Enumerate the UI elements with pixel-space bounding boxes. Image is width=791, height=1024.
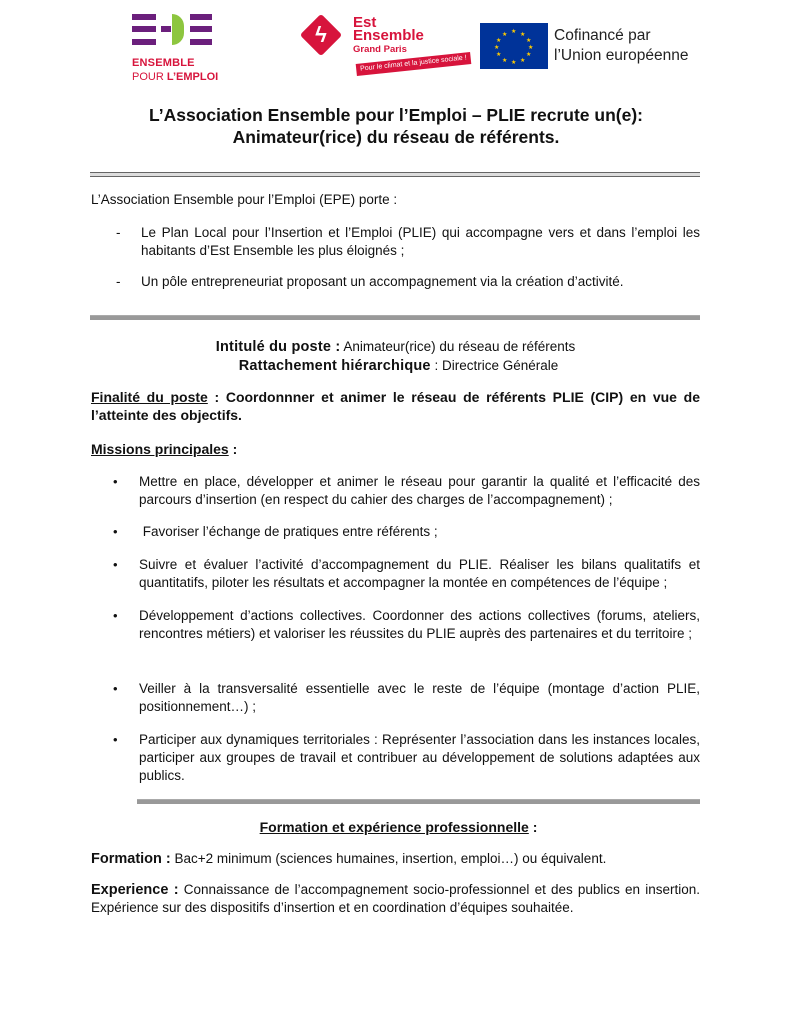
epe-logo [132, 14, 222, 83]
divider [90, 172, 700, 177]
divider [90, 315, 700, 320]
intro-item [116, 224, 700, 262]
intro-lead: L’Association Ensemble pour l’Emploi (EPE) porte : [91, 192, 398, 207]
est-ensemble-line3: Grand Paris [353, 44, 407, 55]
mission-item [113, 731, 700, 787]
epe-logo-p [172, 14, 184, 45]
mission-item [113, 523, 700, 543]
formation-paragraph [91, 850, 700, 868]
epe-logo-bar [132, 39, 156, 45]
missions-label: Missions principales [91, 441, 229, 457]
bullet-icon: • [113, 524, 118, 539]
mission-item [113, 473, 700, 511]
divider [137, 799, 700, 804]
formation-heading-colon: : [528, 819, 538, 835]
epe-logo-line1: ENSEMBLE [132, 57, 195, 69]
est-ensemble-logo [298, 12, 468, 78]
formation-heading [0, 818, 791, 837]
eu-text-line2: l’Union européenne [554, 47, 689, 64]
intro-item [116, 273, 700, 293]
mission-text: Favoriser l’échange de pratiques entre référents ; [139, 524, 438, 539]
missions-colon: : [228, 441, 238, 457]
bullet-icon: • [113, 681, 118, 696]
eu-text-line1: Cofinancé par [554, 27, 651, 44]
mission-text: Mettre en place, développer et animer le réseau pour garantir la qualité et l’efficacité des parcours d’insertion (en respect du cahier des charges de l’accompagnement) ; [139, 474, 700, 507]
page-title [60, 104, 732, 148]
est-ensemble-line2: Ensemble [353, 27, 424, 44]
mission-item [113, 607, 700, 663]
mission-item [113, 680, 700, 718]
est-ensemble-wave-icon: ϟ [315, 22, 327, 47]
page-title-line1: L’Association Ensemble pour l’Emploi – PLIE recrute un(e): [149, 105, 643, 125]
formation-heading-label: Formation et expérience professionnelle [259, 819, 529, 835]
formation-label: Formation : [91, 851, 171, 867]
epe-logo-line2 [132, 71, 218, 83]
missions-heading [91, 440, 237, 458]
epe-logo-bar [161, 26, 171, 32]
dash-marker: - [116, 274, 121, 289]
eu-cofinance-text [554, 26, 688, 66]
intro-item-text: Un pôle entrepreneuriat proposant un accompagnement via la création d’activité. [141, 274, 624, 289]
experience-text: Connaissance de l’accompagnement socio-professionnel et des publics en insertion. Expérience sur des dispositifs d’insertion et en coordination d’équipes souhaitée. [91, 882, 700, 915]
eu-flag-icon: ★ ★ ★ ★ ★ ★ ★ ★ ★ ★ ★ ★ [480, 23, 548, 69]
eu-cofinance-logo [480, 23, 720, 73]
finalite-paragraph [91, 388, 700, 424]
finalite-label: Finalité du poste [91, 389, 208, 405]
experience-paragraph [91, 881, 700, 917]
bullet-icon: • [113, 557, 118, 572]
mission-text: Veiller à la transversalité essentielle avec le reste de l’équipe (montage d’action PLIE, positionnement…) ; [139, 681, 700, 714]
finalite-text: : Coordonnner et animer le réseau de référents PLIE (CIP) en vue de l’atteinte des objectifs. [91, 389, 700, 423]
post-title-line [0, 337, 791, 357]
experience-label: Experience : [91, 882, 179, 898]
post-hierarchy-label: Rattachement hiérarchique [238, 358, 431, 374]
formation-text: Bac+2 minimum (sciences humaines, insertion, emploi…) ou équivalent. [170, 851, 607, 866]
bullet-icon: • [113, 608, 118, 623]
bullet-icon: • [113, 732, 118, 747]
est-ensemble-line1: Est [353, 14, 377, 31]
bullet-icon: • [113, 474, 118, 489]
epe-logo-line2b: L’EMPLOI [166, 71, 219, 83]
post-hierarchy-value: : Directrice Générale [430, 358, 559, 373]
est-ensemble-tagline: Pour le climat et la justice sociale ! [356, 52, 472, 76]
page-title-line2: Animateur(rice) du réseau de référents. [232, 127, 560, 147]
epe-logo-bar [190, 39, 212, 45]
intro-item-text: Le Plan Local pour l’Insertion et l’Emploi (PLIE) qui accompagne vers et dans l’emploi les habitants d’Est Ensemble les plus éloignés ; [141, 225, 700, 258]
epe-logo-bar [132, 14, 156, 20]
post-hierarchy-line [0, 356, 791, 376]
mission-text: Suivre et évaluer l’activité d’accompagnement du PLIE. Réaliser les bilans qualitatifs et quantitatifs, piloter les résultats et accompagner la montée en compétences de l’équipe ; [139, 557, 700, 590]
epe-logo-bar [190, 26, 212, 32]
epe-logo-bar [132, 26, 156, 32]
mission-text: Développement d’actions collectives. Coordonner des actions collectives (forums, ateliers, rencontres métiers) et valoriser les réussites du PLIE auprès des partenaires et du territoire ; [139, 608, 700, 641]
epe-logo-bar [190, 14, 212, 20]
epe-logo-line2a: POUR [132, 71, 167, 83]
mission-item [113, 556, 700, 594]
post-title-label: Intitulé du poste : [215, 339, 341, 355]
mission-text: Participer aux dynamiques territoriales : Représenter l’association dans les instances locales, participer aux groupes de travail et contribuer au développement de solutions adaptées aux publics. [139, 732, 700, 783]
post-title-value: Animateur(rice) du réseau de référents [340, 339, 576, 354]
dash-marker: - [116, 225, 121, 240]
